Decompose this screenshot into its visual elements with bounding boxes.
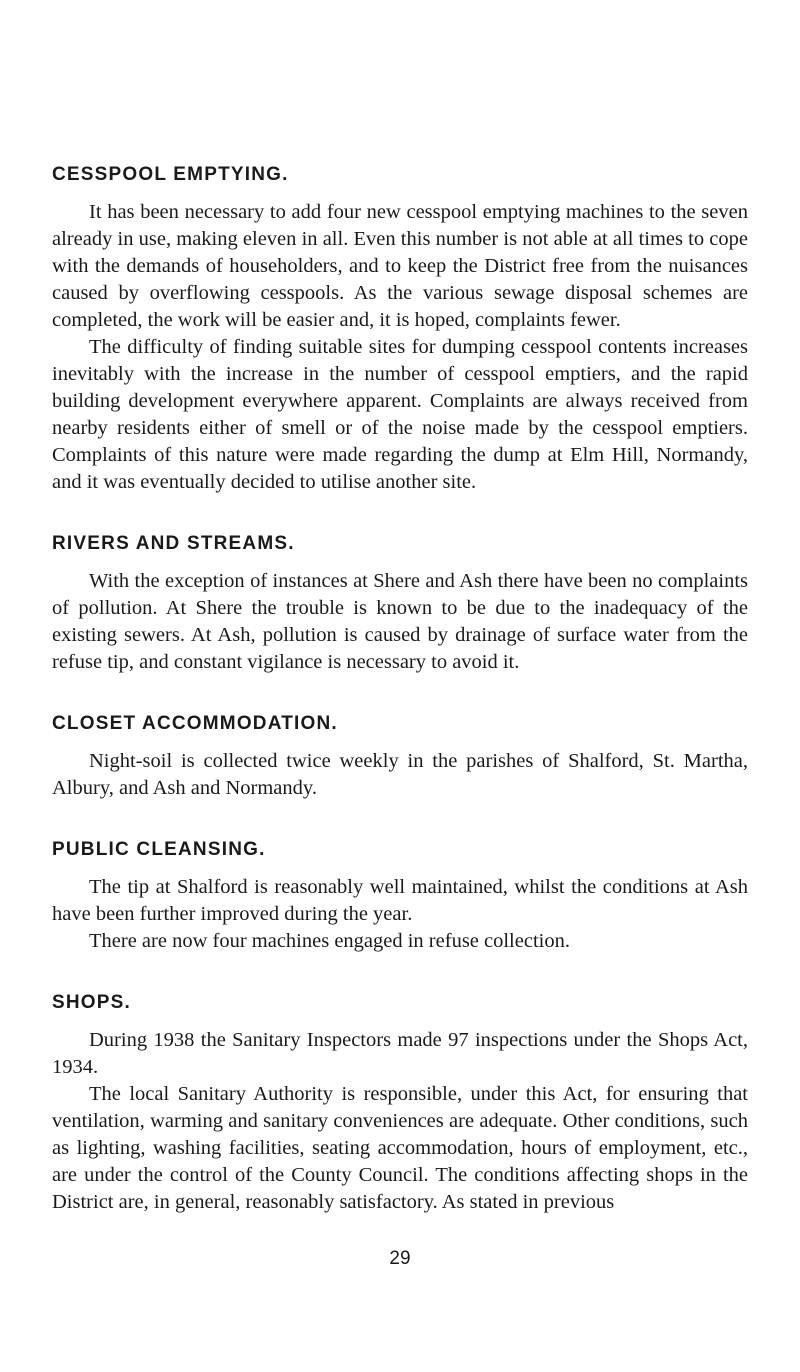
section-heading: CESSPOOL EMPTYING. — [52, 164, 289, 185]
paragraph: It has been necessary to add four new cesspool emptying machines to the seven already in use, making eleven in all. Even this number is not able at all times to cope with the demands of householders, and to keep the District free from the nuisances caused by overflowing cesspools. As the various sewage disposal schemes are completed, the work will be easier and, it is hoped, complaints fewer. — [52, 201, 748, 331]
section-public-cleansing — [52, 838, 748, 955]
paragraph: The local Sanitary Authority is responsible, under this Act, for ensuring that ventilation, warming and sanitary conveniences are adequate. Other conditions, such as lighting, washing facilities, seating accommodation, hours of employment, etc., are under the control of the County Council. The conditions affecting shops in the District are, in general, reasonably satisfactory. As stated in previous — [52, 1083, 748, 1213]
paragraph: The tip at Shalford is reasonably well maintained, whilst the conditions at Ash have been further improved during the year. — [52, 876, 748, 925]
section-heading: RIVERS AND STREAMS. — [52, 533, 295, 554]
section-rivers-and-streams — [52, 532, 748, 676]
paragraph: The difficulty of finding suitable sites for dumping cesspool contents increases inevitably with the increase in the number of cesspool emptiers, and the rapid building development everywhere apparent. Complaints are always received from nearby residents either of smell or of the noise made by the cesspool emptiers. Complaints of this nature were made regarding the dump at Elm Hill, Normandy, and it was eventually decided to utilise another site. — [52, 336, 748, 493]
section-cesspool-emptying — [52, 163, 748, 496]
paragraph: With the exception of instances at Shere and Ash there have been no complaints of pollution. At Shere the trouble is known to be due to the inadequacy of the existing sewers. At Ash, pollution is caused by drainage of surface water from the refuse tip, and constant vigilance is necessary to avoid it. — [52, 570, 748, 673]
section-heading: CLOSET ACCOMMODATION. — [52, 713, 338, 734]
paragraph: There are now four machines engaged in refuse collection. — [89, 930, 570, 952]
paragraph: Night-soil is collected twice weekly in the parishes of Shalford, St. Martha, Albury, and Ash and Normandy. — [52, 750, 748, 799]
section-closet-accommodation — [52, 712, 748, 802]
section-shops — [52, 991, 748, 1216]
section-heading: PUBLIC CLEANSING. — [52, 839, 266, 860]
paragraph: During 1938 the Sanitary Inspectors made 97 inspections under the Shops Act, 1934. — [52, 1029, 748, 1078]
section-heading: SHOPS. — [52, 992, 131, 1013]
page-number: 29 — [389, 1248, 411, 1269]
